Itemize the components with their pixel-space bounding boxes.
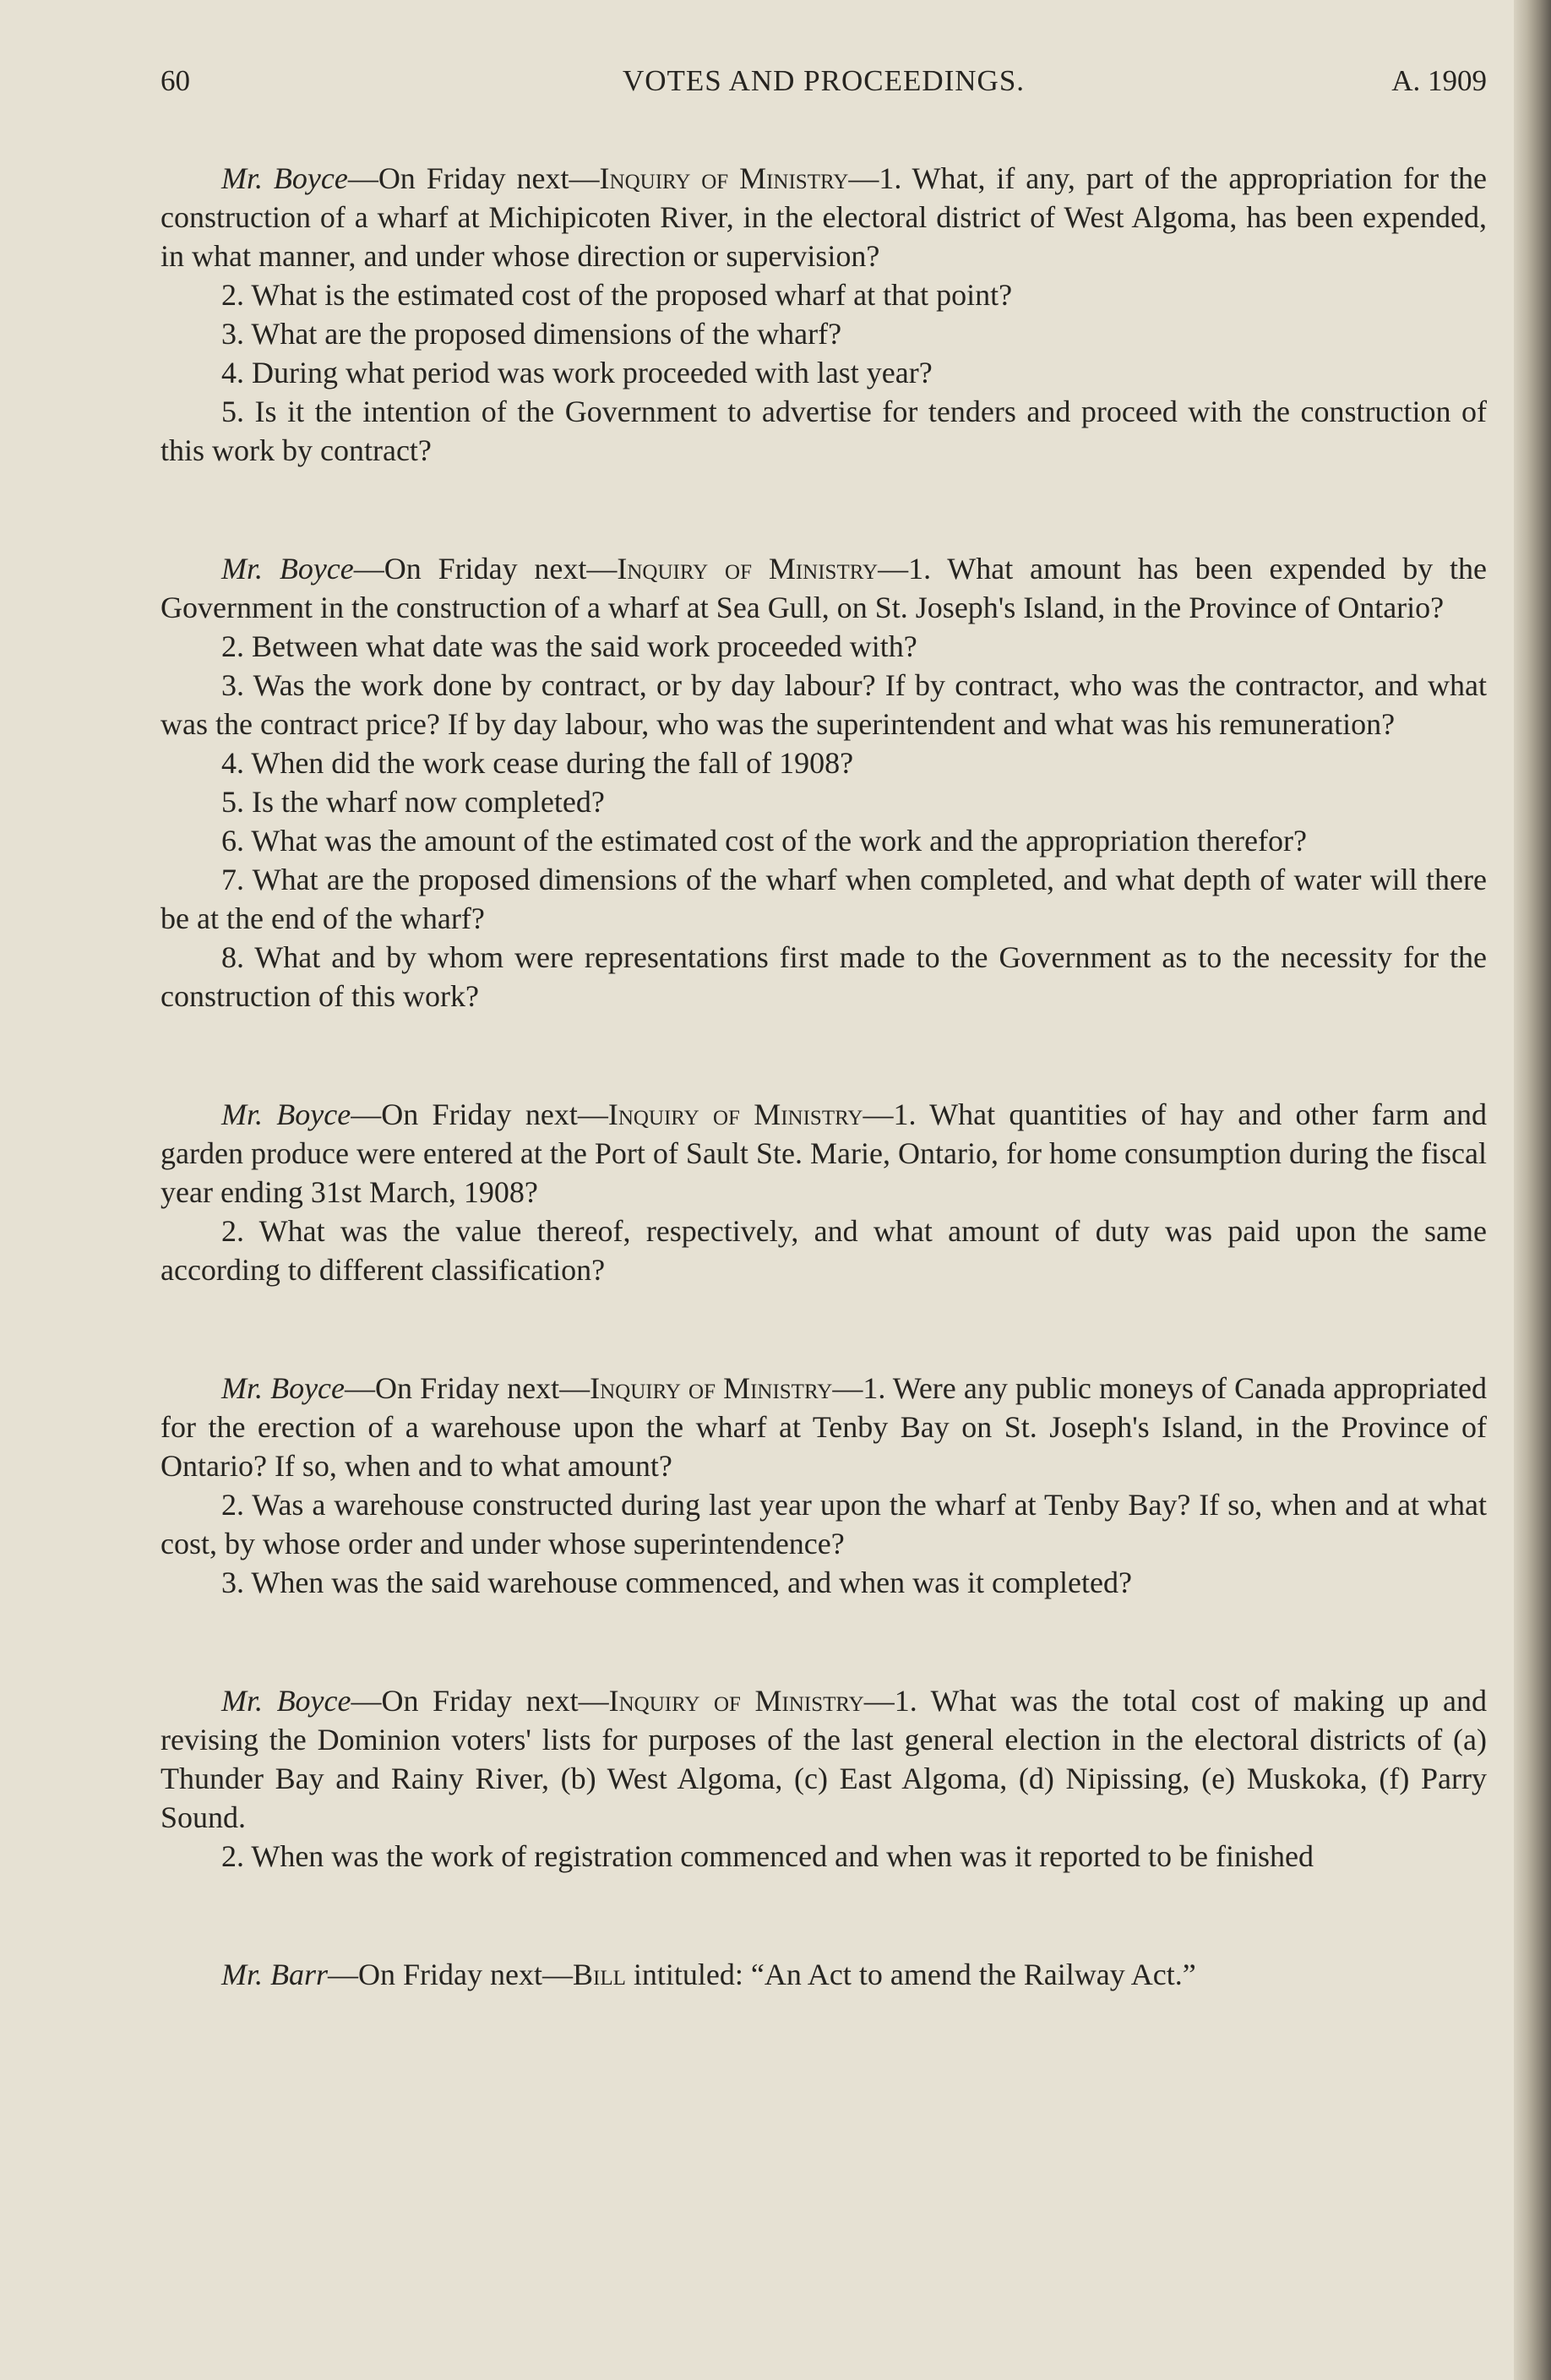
question-paragraph: 4. During what period was work proceeded with last year?	[221, 356, 933, 389]
notice-paragraph	[161, 1369, 1487, 1485]
question-paragraph: 2. What was the value thereof, respectively, and what amount of duty was paid upon the same according to different classification?	[161, 1214, 1487, 1287]
question-paragraph: 2. When was the work of registration commenced and when was it reported to be finished	[221, 1839, 1314, 1873]
notice-entry	[161, 549, 1487, 1016]
entry-gap	[161, 1289, 1487, 1369]
notice-time: —On Friday next—	[345, 1371, 590, 1405]
notice-time: —On Friday next—	[347, 161, 600, 195]
notice-paragraph	[161, 549, 1487, 627]
question-text: 1. What amount has been expended by the Government in the construction of a wharf at Sea Gull, on St. Joseph's Island, in the Province of Ontario?	[161, 552, 1488, 624]
mover-name: Mr. Boyce	[221, 552, 354, 585]
session-year: A. 1909	[1391, 64, 1487, 97]
notice-time: —On Friday next—	[351, 1097, 608, 1131]
entry-gap	[161, 1876, 1487, 1955]
question-paragraph: 3. When was the said warehouse commenced, and when was it completed?	[221, 1566, 1132, 1599]
separator: —	[832, 1371, 863, 1405]
notice-paragraph	[161, 1955, 1487, 1994]
separator: —	[878, 552, 909, 585]
entry-gap	[161, 1602, 1487, 1681]
question-paragraph: 5. Is it the intention of the Government to advertise for tenders and proceed with the construction of this work by contract?	[161, 395, 1487, 467]
notice-kind: Inquiry of Ministry	[590, 1371, 833, 1405]
mover-name: Mr. Boyce	[221, 1684, 351, 1718]
notice-entry	[161, 1681, 1487, 1876]
notice-kind: Inquiry of Ministry	[617, 552, 879, 585]
mover-name: Mr. Boyce	[221, 1097, 351, 1131]
notice-kind: Inquiry of Ministry	[607, 1097, 863, 1131]
notice-entry	[161, 159, 1487, 470]
question-text: 1. What, if any, part of the appropriation for the construction of a wharf at Michipicoten River, in the electoral district of West Algoma, has been expended, in what manner, and under whose direction or supervision?	[161, 161, 1487, 273]
notice-paragraph	[161, 1095, 1487, 1212]
question-paragraph: 4. When did the work cease during the fall of 1908?	[221, 746, 854, 780]
page-title: VOTES AND PROCEEDINGS.	[622, 64, 1026, 97]
entry-gap	[161, 1016, 1487, 1095]
notice-entry	[161, 1955, 1487, 1994]
running-head	[161, 64, 1487, 106]
mover-name: Mr. Barr	[221, 1958, 329, 1991]
question-paragraph: 3. What are the proposed dimensions of the wharf?	[221, 317, 842, 351]
mover-name: Mr. Boyce	[221, 161, 348, 195]
notices-body	[161, 159, 1487, 1994]
question-paragraph: 6. What was the amount of the estimated cost of the work and the appropriation therefor?	[221, 824, 1307, 858]
notice-time: —On Friday next—	[353, 552, 618, 585]
question-paragraph: 3. Was the work done by contract, or by day labour? If by contract, who was the contractor, and what was the contract price? If by day labour, who was the superintendent and what was his remuneration?	[161, 668, 1487, 741]
notice-time: —On Friday next—	[328, 1958, 573, 1991]
mover-name: Mr. Boyce	[221, 1371, 346, 1405]
entry-gap	[161, 470, 1487, 549]
question-paragraph: 2. Was a warehouse constructed during last year upon the wharf at Tenby Bay? If so, when and at what cost, by whose order and under whose superintendence?	[161, 1488, 1487, 1560]
question-text: 1. What quantities of hay and other farm and garden produce were entered at the Port of Sault Ste. Marie, Ontario, for home consumption during the fiscal year ending 31st March, 1908?	[161, 1097, 1488, 1209]
separator: —	[848, 161, 879, 195]
question-paragraph: 8. What and by whom were representations first made to the Government as to the necessity for the construction of this work?	[161, 940, 1487, 1013]
notice-paragraph	[161, 1681, 1487, 1837]
question-paragraph: 2. Between what date was the said work proceeded with?	[221, 629, 917, 663]
notice-paragraph	[161, 159, 1487, 275]
notice-kind: Inquiry of Ministry	[599, 161, 849, 195]
question-text: 1. What was the total cost of making up and revising the Dominion voters' lists for purposes of the last general election in the electoral districts of (a) Thunder Bay and Rainy River, (b) West Algoma, (c) East Algoma, (d) Nipissing, (e) Muskoka, (f) Parry Sound.	[161, 1684, 1488, 1834]
notice-kind: Bill	[573, 1958, 626, 1991]
page-number: 60	[161, 64, 190, 97]
bill-title: intituled: “An Act to amend the Railway Act.”	[633, 1958, 1196, 1991]
notice-entry	[161, 1369, 1487, 1602]
separator	[626, 1958, 634, 1991]
question-paragraph: 5. Is the wharf now completed?	[221, 785, 605, 819]
notice-time: —On Friday next—	[351, 1684, 609, 1718]
question-text: 1. Were any public moneys of Canada appropriated for the erection of a warehouse upon the wharf at Tenby Bay on St. Joseph's Island, in the Province of Ontario? If so, when and to what amount?	[161, 1371, 1488, 1483]
question-paragraph: 2. What is the estimated cost of the proposed wharf at that point?	[221, 278, 1013, 312]
question-paragraph: 7. What are the proposed dimensions of the wharf when completed, and what depth of water will there be at the end of the wharf?	[161, 863, 1487, 935]
page-edge-shadow	[1514, 0, 1551, 2380]
separator: —	[863, 1097, 894, 1131]
notice-entry	[161, 1095, 1487, 1289]
separator: —	[863, 1684, 895, 1718]
notice-kind: Inquiry of Ministry	[608, 1684, 864, 1718]
